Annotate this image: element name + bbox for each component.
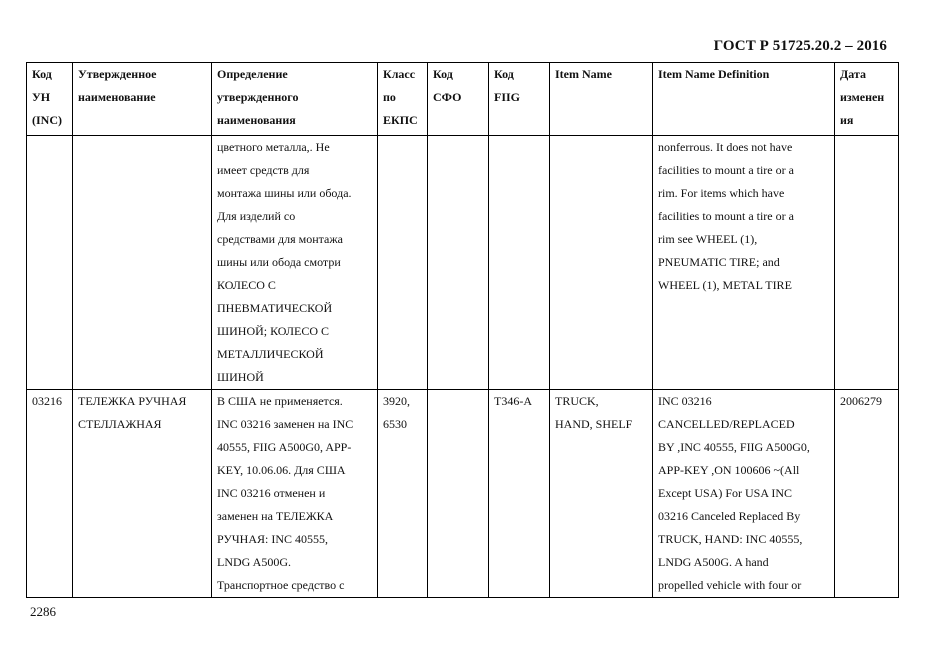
cell-text-line: HAND, SHELF	[555, 417, 633, 431]
cell-text-line: BY ,INC 40555, FIIG A500G0,	[658, 440, 810, 454]
header-label-line: изменен	[840, 90, 885, 104]
cell-change-date	[835, 136, 899, 390]
cell-sfo-code	[428, 136, 489, 390]
cell-text-line: монтажа шины или обода.	[217, 186, 352, 200]
cell-text-line: nonferrous. It does not have	[658, 140, 793, 154]
cell-text-line: цветного металла,. Не	[217, 140, 330, 154]
header-label-line: Определение	[217, 67, 288, 81]
header-label-line: Дата	[840, 67, 866, 81]
cell-text-line: facilities to mount a tire or a	[658, 209, 794, 223]
table-row-continuation	[27, 136, 899, 390]
header-approved-name	[73, 63, 212, 136]
header-label-line: наименования	[217, 113, 296, 127]
cell-text-line: ШИНОЙ	[217, 370, 264, 384]
cell-inc: 03216	[27, 390, 73, 598]
header-label-line: УН	[32, 90, 51, 104]
cell-text-line: rim see WHEEL (1),	[658, 232, 758, 246]
cell-sfo-code	[428, 390, 489, 598]
header-sfo-code	[428, 63, 489, 136]
table-row-03216	[27, 390, 899, 598]
header-label-line: СФО	[433, 90, 462, 104]
cell-text-line: шины или обода смотри	[217, 255, 341, 269]
cell-text-line: facilities to mount a tire or a	[658, 163, 794, 177]
cell-text-line: rim. For items which have	[658, 186, 785, 200]
header-label-line: наименование	[78, 90, 156, 104]
cell-ekps-class	[378, 136, 428, 390]
cell-ekps-class	[378, 390, 428, 598]
header-label-line: Item Name Definition	[658, 67, 770, 81]
cell-item-name	[550, 136, 653, 390]
cell-text-line: TRUCK,	[555, 394, 599, 408]
cell-text-line: LNDG A500G.	[217, 555, 291, 569]
cell-text-line: МЕТАЛЛИЧЕСКОЙ	[217, 347, 324, 361]
cell-change-date: 2006279	[835, 390, 899, 598]
header-change-date	[835, 63, 899, 136]
cell-text-line: ШИНОЙ; КОЛЕСО С	[217, 324, 330, 338]
cell-text-line: В США не применяется.	[217, 394, 343, 408]
cell-fiig-code	[489, 136, 550, 390]
cell-definition-ru	[212, 390, 378, 598]
cell-text-line: имеет средств для	[217, 163, 310, 177]
cell-text-line: TRUCK, HAND: INC 40555,	[658, 532, 803, 546]
header-label-line: ЕКПС	[383, 113, 418, 127]
header-fiig-code	[489, 63, 550, 136]
cell-text-line: ТЕЛЕЖКА РУЧНАЯ	[78, 394, 187, 408]
header-label-line: FIIG	[494, 90, 521, 104]
cell-text-line: 3920,	[383, 394, 410, 408]
cell-text-line: INC 03216 отменен и	[217, 486, 326, 500]
cell-item-name	[550, 390, 653, 598]
cell-text-line: INC 03216	[658, 394, 712, 408]
cell-definition-en	[653, 136, 835, 390]
item-names-table	[26, 62, 899, 598]
header-item-name-definition	[653, 63, 835, 136]
header-label-line: Код	[32, 67, 52, 81]
cell-text-line: заменен на ТЕЛЕЖКА	[217, 509, 334, 523]
header-label-line: (INC)	[32, 113, 62, 127]
table-header-row	[27, 63, 899, 136]
cell-text-line: Транспортное средство с	[217, 578, 345, 592]
cell-text-line: PNEUMATIC TIRE; and	[658, 255, 780, 269]
cell-text-line: средствами для монтажа	[217, 232, 343, 246]
cell-text-line: ПНЕВМАТИЧЕСКОЙ	[217, 301, 333, 315]
cell-text-line: КОЛЕСО С	[217, 278, 276, 292]
cell-text-line: 40555, FIIG A500G0, APP-	[217, 440, 352, 454]
header-label-line: ия	[840, 113, 854, 127]
header-name-definition	[212, 63, 378, 136]
header-inc-code	[27, 63, 73, 136]
header-label-line: Код	[433, 67, 453, 81]
page-number: 2286	[30, 604, 56, 619]
cell-text-line: LNDG A500G. A hand	[658, 555, 769, 569]
cell-text-line: 6530	[383, 417, 407, 431]
header-label-line: утвержденного	[217, 90, 299, 104]
cell-definition-en	[653, 390, 835, 598]
cell-text-line: INC 03216 заменен на INC	[217, 417, 354, 431]
cell-text-line: KEY, 10.06.06. Для США	[217, 463, 346, 477]
cell-name-ru	[73, 136, 212, 390]
cell-text-line: 03216 Canceled Replaced By	[658, 509, 801, 523]
document-standard-number: ГОСТ Р 51725.20.2 – 2016	[713, 38, 887, 54]
cell-fiig-code: T346-A	[489, 390, 550, 598]
cell-text-line: Для изделий со	[217, 209, 296, 223]
header-label-line: Класс	[383, 67, 416, 81]
header-label-line: Item Name	[555, 67, 612, 81]
cell-text-line: РУЧНАЯ: INC 40555,	[217, 532, 329, 546]
cell-definition-ru	[212, 136, 378, 390]
header-label-line: Утвержденное	[78, 67, 157, 81]
cell-text-line: CANCELLED/REPLACED	[658, 417, 795, 431]
cell-inc	[27, 136, 73, 390]
cell-text-line: propelled vehicle with four or	[658, 578, 802, 592]
cell-text-line: Except USA) For USA INC	[658, 486, 792, 500]
header-item-name	[550, 63, 653, 136]
header-label-line: по	[383, 90, 396, 104]
cell-text-line: WHEEL (1), METAL TIRE	[658, 278, 792, 292]
cell-text-line: СТЕЛЛАЖНАЯ	[78, 417, 162, 431]
cell-name-ru	[73, 390, 212, 598]
cell-text-line: APP-KEY ,ON 100606 ~(All	[658, 463, 800, 477]
header-ekps-class	[378, 63, 428, 136]
header-label-line: Код	[494, 67, 514, 81]
